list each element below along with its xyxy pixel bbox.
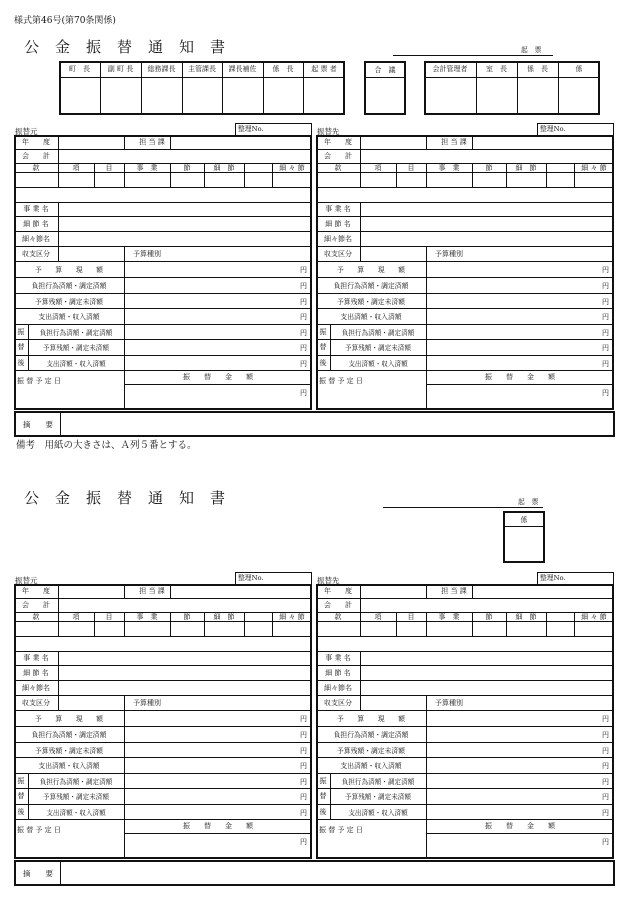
dst2-after-v-1: 替	[319, 792, 327, 800]
aigi-box	[364, 61, 406, 115]
src2-amount-label-1: 負担行為済額・調定済額	[31, 731, 107, 739]
src2-saisai-label: 細々節名	[22, 683, 50, 692]
src1-col-2: 目	[105, 163, 113, 172]
dst1-col-3: 事 業	[438, 163, 460, 172]
src1-saisetsu-label: 細 節 名	[23, 219, 49, 228]
src2-yotei-label: 振 替 予 定 日	[17, 826, 61, 834]
dst2-yen: 円	[602, 793, 609, 801]
dst1-amount-label-2: 予算残額・調定未済額	[337, 297, 405, 306]
form-number: 様式第46号(第70条関係)	[14, 16, 116, 26]
dst2-yen: 円	[602, 809, 609, 817]
dst1-nendo-label: 年 度	[324, 138, 352, 146]
dst2-kingaku-label: 振 替 金 額	[485, 822, 555, 830]
dst2-amount-label-0: 予 算 現 額	[337, 715, 405, 723]
aigi-label: 合 議	[374, 66, 396, 74]
src2-yen: 円	[300, 715, 307, 723]
src2-yen: 円	[300, 809, 307, 817]
dst1-kingaku-label: 振 替 金 額	[485, 373, 555, 381]
dst1-kaikei-label: 会 計	[324, 152, 352, 160]
src1-after-v-1: 替	[17, 343, 25, 351]
kihyo-line	[393, 55, 553, 56]
src2-after-label-1: 予算残額・調定未済額	[43, 793, 109, 801]
approval-label: 課長補佐	[228, 65, 257, 73]
src2-amount-label-3: 支出済額・収入済額	[38, 762, 100, 770]
src1-col-6: 細 々 節	[279, 163, 305, 172]
dst1-yosan-shubetsu-label: 予算種別	[435, 249, 463, 258]
dst2-col-1: 項	[374, 612, 382, 621]
approval-label: 起 票 者	[311, 65, 337, 73]
src1-yen: 円	[300, 360, 307, 368]
dst1-tantou-label: 担 当 課	[441, 138, 467, 146]
src2-after-v-0: 振	[17, 776, 25, 785]
src1-after-label-1: 予算残額・調定未済額	[43, 344, 109, 352]
dst2-after-label-1: 予算残額・調定未済額	[345, 793, 411, 801]
src2-yosan-shubetsu-label: 予算種別	[133, 698, 161, 707]
src1-after-v-0: 振	[17, 327, 25, 336]
dst2-shushi-label: 収支区分	[324, 698, 352, 707]
dst2-amount-label-2: 予算残額・調定未済額	[337, 746, 405, 755]
dst1-after-v-1: 替	[319, 343, 327, 351]
src1-tantou-label: 担 当 課	[139, 138, 165, 146]
src2-kaikei-label: 会 計	[22, 601, 50, 609]
src1-col-5: 細 節	[213, 163, 235, 172]
src2-title: 振替元	[15, 576, 38, 585]
dst1-col-5: 細 節	[515, 163, 537, 172]
src2-col-6: 細 々 節	[279, 612, 305, 621]
dst2-yen: 円	[602, 778, 609, 786]
dst2-col-0: 款	[334, 612, 342, 621]
src2-yen: 円	[300, 731, 307, 739]
src1-yen: 円	[300, 329, 307, 337]
dst1-yen: 円	[602, 313, 609, 321]
src2-yen: 円	[300, 778, 307, 786]
src2-col-4: 節	[183, 612, 191, 621]
dst2-yosan-shubetsu-label: 予算種別	[435, 698, 463, 707]
src1-saisai-label: 細々節名	[22, 234, 50, 243]
src1-col-4: 節	[183, 163, 191, 172]
dst1-jigyou-label: 事 業 名	[325, 205, 351, 213]
src1-yen: 円	[300, 344, 307, 352]
approval-label: 室 長	[486, 65, 507, 73]
dst2-col-4: 節	[485, 612, 493, 621]
dst1-shushi-label: 収支区分	[324, 249, 352, 258]
src1-amount-label-0: 予 算 現 額	[35, 266, 103, 274]
src1-nendo-label: 年 度	[22, 138, 50, 146]
dst1-after-label-2: 支出済額・収入済額	[348, 359, 408, 368]
approval-label: 会計管理者	[432, 65, 468, 73]
dst2-amount-label-3: 支出済額・収入済額	[340, 762, 402, 770]
dst1-yen: 円	[602, 389, 609, 397]
summary-box	[14, 411, 615, 437]
src2-after-label-0: 負担行為済額・調定済額	[39, 777, 113, 786]
dst2-after-v-0: 振	[319, 776, 327, 785]
dst2-yen: 円	[602, 838, 609, 846]
approval-label: 総務課長	[147, 65, 176, 73]
src1-yen: 円	[300, 298, 307, 306]
dst1-saisetsu-label: 細 節 名	[325, 219, 351, 228]
src1-col-1: 項	[72, 163, 80, 172]
kihyo-line-2	[383, 507, 543, 508]
src1-jigyou-label: 事 業 名	[23, 205, 49, 213]
approval-label: 副 町 長	[107, 65, 134, 73]
src2-amount-label-0: 予 算 現 額	[35, 715, 103, 723]
kihyo-label: 起 票	[521, 46, 542, 54]
src1-amount-label-1: 負担行為済額・調定済額	[31, 282, 107, 290]
src2-col-3: 事 業	[136, 612, 158, 621]
src2-amount-label-2: 予算残額・調定未済額	[35, 746, 103, 755]
src1-yen: 円	[300, 282, 307, 290]
src1-seiri-label: 整理No.	[238, 125, 264, 133]
dst2-after-v-2: 後	[319, 807, 327, 816]
src2-nendo-label: 年 度	[22, 587, 50, 595]
approval-label: 町 長	[69, 65, 90, 73]
dst2-col-3: 事 業	[438, 612, 460, 621]
approval-label: 係 長	[272, 65, 294, 73]
dst2-seiri-label: 整理No.	[540, 574, 566, 582]
src1-shushi-label: 収支区分	[22, 249, 50, 258]
dst1-col-1: 項	[374, 163, 382, 172]
src2-jigyou-label: 事 業 名	[23, 654, 49, 662]
src2-col-0: 款	[32, 612, 40, 621]
src1-yen: 円	[300, 389, 307, 397]
dst1-after-v-0: 振	[319, 327, 327, 336]
src1-title: 振替元	[15, 127, 38, 136]
dst1-amount-label-1: 負担行為済額・調定済額	[333, 282, 409, 290]
src1-amount-label-2: 予算残額・調定未済額	[35, 297, 103, 306]
src2-after-v-2: 後	[17, 807, 25, 816]
dst1-yen: 円	[602, 298, 609, 306]
kakari-label: 係	[520, 515, 528, 524]
src1-yotei-label: 振 替 予 定 日	[17, 377, 61, 385]
src1-after-v-2: 後	[17, 358, 25, 367]
dst2-tantou-label: 担 当 課	[441, 587, 467, 595]
src2-after-v-1: 替	[17, 792, 25, 800]
dst1-after-label-0: 負担行為済額・調定済額	[341, 328, 415, 337]
dst2-title: 振替先	[317, 576, 340, 585]
src2-kingaku-label: 振 替 金 額	[183, 822, 253, 830]
dst1-yen: 円	[602, 282, 609, 290]
dst2-yen: 円	[602, 762, 609, 770]
src2-yen: 円	[300, 793, 307, 801]
dst2-kaikei-label: 会 計	[324, 601, 352, 609]
dst1-yen: 円	[602, 329, 609, 337]
approval-label: 主管課長	[188, 65, 216, 73]
approval-label: 係 長	[527, 65, 548, 73]
dst1-seiri-label: 整理No.	[540, 125, 566, 133]
src1-kaikei-label: 会 計	[22, 152, 50, 160]
page-title: 公 金 振 替 通 知 書	[24, 38, 226, 56]
src1-after-label-0: 負担行為済額・調定済額	[39, 328, 113, 337]
dst1-yen: 円	[602, 266, 609, 274]
src1-after-label-2: 支出済額・収入済額	[46, 359, 106, 368]
page-title-2: 公 金 振 替 通 知 書	[24, 489, 226, 507]
dst2-yen: 円	[602, 747, 609, 755]
dst1-yen: 円	[602, 344, 609, 352]
src1-col-0: 款	[32, 163, 40, 172]
dst2-col-5: 細 節	[515, 612, 537, 621]
dst1-after-v-2: 後	[319, 358, 327, 367]
dst2-after-label-2: 支出済額・収入済額	[348, 808, 408, 817]
dst1-yen: 円	[602, 360, 609, 368]
src2-saisetsu-label: 細 節 名	[23, 668, 49, 677]
dst2-jigyou-label: 事 業 名	[325, 654, 351, 662]
dst1-col-6: 細 々 節	[581, 163, 607, 172]
dst2-saisai-label: 細々節名	[324, 683, 352, 692]
src2-yen: 円	[300, 762, 307, 770]
dst2-yen: 円	[602, 715, 609, 723]
src2-after-label-2: 支出済額・収入済額	[46, 808, 106, 817]
note-text: 備考 用紙の大きさは、Ａ列５番とする。	[16, 440, 197, 451]
src2-yen: 円	[300, 838, 307, 846]
src1-yen: 円	[300, 266, 307, 274]
dst1-col-2: 目	[407, 163, 415, 172]
dst1-amount-label-3: 支出済額・収入済額	[340, 313, 402, 321]
src2-yen: 円	[300, 747, 307, 755]
src2-tantou-label: 担 当 課	[139, 587, 165, 595]
summary-box-2	[14, 860, 615, 886]
dst2-amount-label-1: 負担行為済額・調定済額	[333, 731, 409, 739]
src2-col-5: 細 節	[213, 612, 235, 621]
dst1-title: 振替先	[317, 127, 340, 136]
dst1-saisai-label: 細々節名	[324, 234, 352, 243]
dst1-yotei-label: 振 替 予 定 日	[319, 377, 363, 385]
src1-col-3: 事 業	[136, 163, 158, 172]
src1-yosan-shubetsu-label: 予算種別	[133, 249, 161, 258]
src1-kingaku-label: 振 替 金 額	[183, 373, 253, 381]
dst2-saisetsu-label: 細 節 名	[325, 668, 351, 677]
dst2-yotei-label: 振 替 予 定 日	[319, 826, 363, 834]
src2-shushi-label: 収支区分	[22, 698, 50, 707]
dst1-amount-label-0: 予 算 現 額	[337, 266, 405, 274]
src2-col-1: 項	[72, 612, 80, 621]
kakari-stamp-box	[503, 511, 545, 563]
dst2-col-6: 細 々 節	[581, 612, 607, 621]
src2-col-2: 目	[105, 612, 113, 621]
kihyo-label-2: 起 票	[518, 498, 539, 506]
dst1-col-4: 節	[485, 163, 493, 172]
approval-label: 係	[575, 65, 583, 73]
dst1-col-0: 款	[334, 163, 342, 172]
dst2-yen: 円	[602, 731, 609, 739]
dst1-after-label-1: 予算残額・調定未済額	[345, 344, 411, 352]
dst2-nendo-label: 年 度	[324, 587, 352, 595]
dst2-col-2: 目	[407, 612, 415, 621]
summary-label-2: 摘 要	[23, 868, 53, 878]
summary-label: 摘 要	[23, 419, 53, 429]
src2-seiri-label: 整理No.	[238, 574, 264, 582]
src1-amount-label-3: 支出済額・収入済額	[38, 313, 100, 321]
src1-yen: 円	[300, 313, 307, 321]
dst2-after-label-0: 負担行為済額・調定済額	[341, 777, 415, 786]
